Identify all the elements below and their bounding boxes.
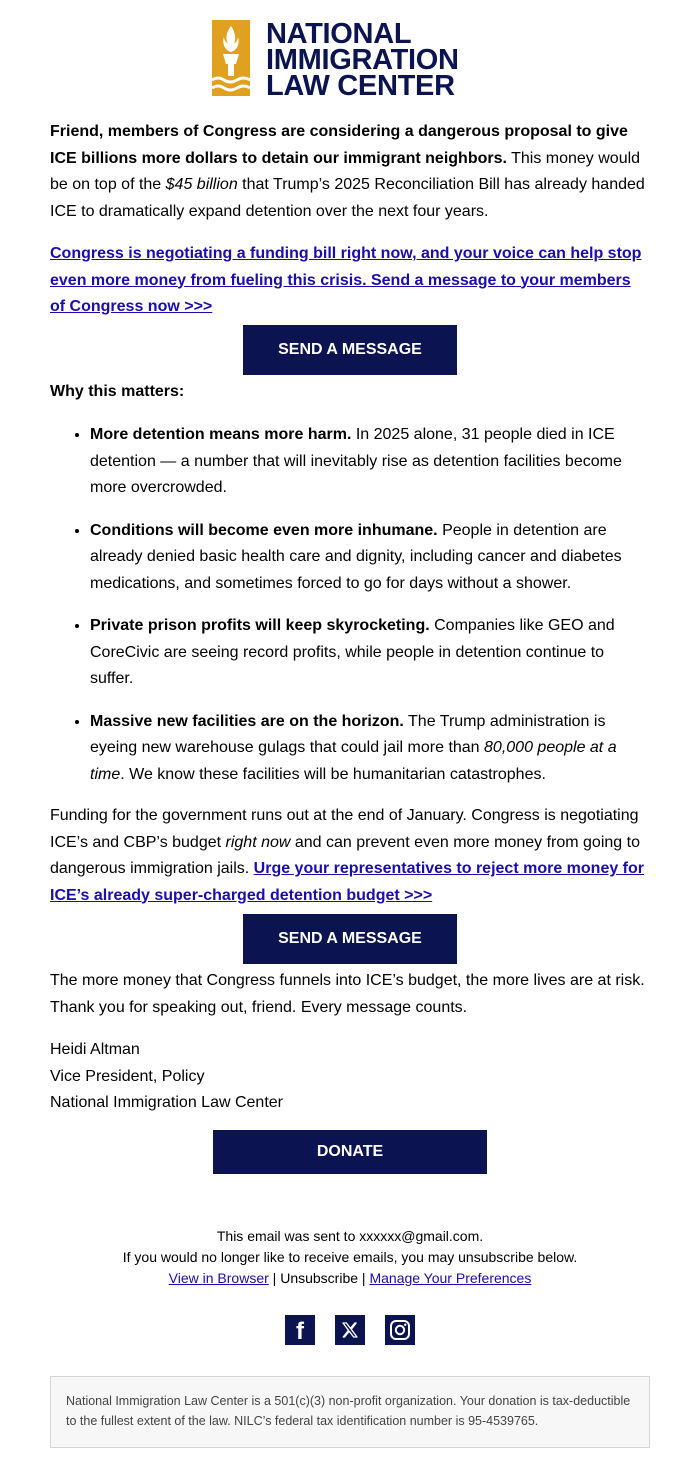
torch-logo-icon — [212, 20, 250, 96]
why-heading-text: Why this matters: — [50, 383, 185, 400]
funding-paragraph — [50, 803, 650, 909]
intro-bold: Friend, members of Congress are considering a dangerous proposal to give ICE billions more dollars to detain our immigrant neighbors. — [50, 123, 628, 167]
signature-block — [50, 1037, 650, 1117]
send-message-button-1[interactable]: SEND A MESSAGE — [243, 325, 457, 375]
why-item-text: The Trump administration is eyeing new warehouse gulags that could jail more than — [90, 712, 606, 756]
signature-name: Heidi Altman — [50, 1041, 140, 1058]
why-item — [90, 518, 650, 598]
social-links — [0, 1315, 700, 1345]
logo-wordmark — [266, 18, 459, 102]
intro-text-1: This money would be on top of the — [50, 149, 641, 193]
why-item — [90, 422, 650, 502]
facebook-glyph: f — [296, 1318, 304, 1345]
logo-line-3: LAW CENTER — [266, 70, 455, 102]
closing-paragraph — [50, 968, 650, 1021]
signature-title: Vice President, Policy — [50, 1067, 205, 1085]
view-in-browser-link[interactable]: View in Browser — [168, 1270, 269, 1286]
why-list — [50, 422, 650, 788]
why-heading — [50, 379, 650, 406]
footer-links — [0, 1268, 700, 1289]
urge-representatives-link[interactable]: Urge your representatives to reject more money for ICE’s already super-charged detention budget >>> — [50, 860, 645, 904]
why-item-italic: 80,000 people at a time — [90, 739, 617, 783]
why-item-text-2: . We know these facilities will be humanitarian catastrophes. — [120, 765, 546, 783]
manage-preferences-link[interactable]: Manage Your Preferences — [369, 1270, 532, 1286]
nilc-logo[interactable] — [212, 20, 492, 100]
signature-org: National Immigration Law Center — [50, 1094, 283, 1111]
why-item-text: People in detention are already denied basic health care and dignity, including cancer and diabetes medications, and sometimes forced to go for days without a shower. — [90, 521, 622, 592]
why-item-bold: Massive new facilities are on the horizon. — [90, 712, 404, 730]
why-item-bold: Private prison profits will keep skyrocketing. — [90, 617, 430, 634]
unsubscribe-link[interactable]: Unsubscribe — [280, 1270, 359, 1286]
intro-italic: $45 billion — [165, 176, 238, 193]
logo-line-1: NATIONAL — [266, 18, 412, 50]
funding-text-2: and can prevent even more money from going to dangerous immigration jails. — [50, 833, 640, 877]
why-item — [90, 613, 650, 693]
send-message-button-2[interactable]: SEND A MESSAGE — [243, 914, 457, 964]
intro-paragraph — [50, 119, 650, 225]
send-message-link[interactable]: Congress is negotiating a funding bill right now, and your voice can help stop even more money from fueling this crisis. Send a message to your members of Congress now >>> — [50, 245, 642, 315]
instagram-icon[interactable] — [385, 1315, 415, 1345]
why-list-container — [50, 422, 650, 804]
facebook-icon[interactable] — [285, 1315, 315, 1345]
why-item-text: In 2025 alone, 31 people died in ICE detention — a number that will inevitably rise as detention facilities become more overcrowded. — [90, 426, 622, 496]
x-twitter-icon[interactable] — [335, 1315, 365, 1345]
funding-italic: right now — [225, 833, 291, 851]
intro-text-2: that Trump’s 2025 Reconciliation Bill has already handed ICE to dramatically expand detention over the next four years. — [50, 176, 645, 220]
why-item-text: Companies like GEO and CoreCivic are seeing record profits, while people in detention continue to suffer. — [90, 617, 615, 687]
cta-link-paragraph — [50, 241, 650, 321]
why-item-bold: Conditions will become even more inhumane. — [90, 521, 438, 539]
donate-button[interactable]: DONATE — [213, 1130, 487, 1174]
footer-sent-to: This email was sent to xxxxxx@gmail.com. — [216, 1228, 484, 1244]
footer-separator: | — [358, 1270, 370, 1286]
tax-disclaimer: National Immigration Law Center is a 501(c)(3) non-profit organization. Your donation is tax-deductible to the fullest extent of the law. NILC’s federal tax identification number is 95-4539765. — [50, 1376, 650, 1448]
footer — [0, 1226, 700, 1289]
logo-line-2: IMMIGRATION — [266, 44, 459, 76]
footer-separator: | — [268, 1270, 281, 1286]
footer-unsubscribe-note: If you would no longer like to receive emails, you may unsubscribe below. — [122, 1249, 578, 1265]
instagram-glyph-icon — [389, 1319, 411, 1341]
why-item — [90, 709, 650, 789]
funding-text-1: Funding for the government runs out at the end of January. Congress is negotiating ICE’s and CBP’s budget — [50, 807, 639, 851]
why-item-bold: More detention means more harm. — [90, 426, 352, 443]
x-glyph-icon — [340, 1320, 360, 1340]
closing-text: The more money that Congress funnels into ICE’s budget, the more lives are at risk. Thank you for speaking out, friend. Every message counts. — [50, 972, 645, 1016]
